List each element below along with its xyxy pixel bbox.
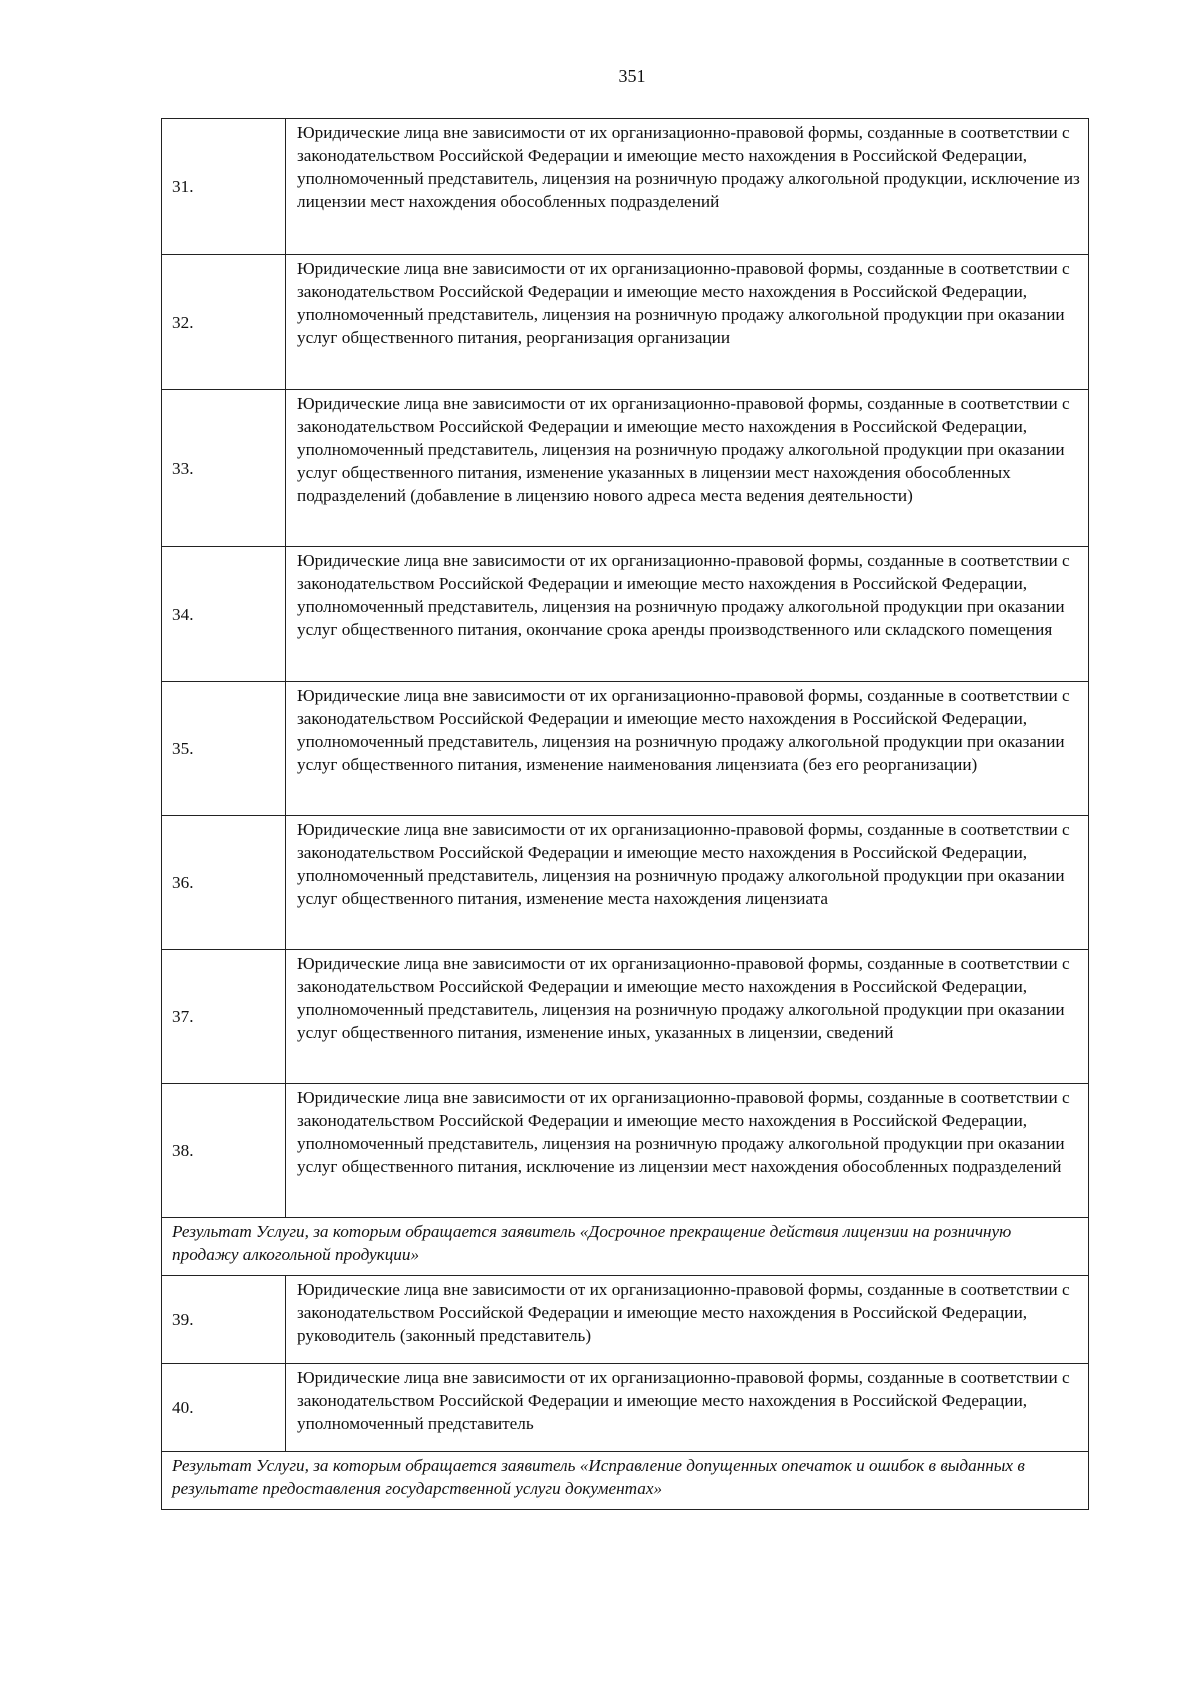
row-number: 32. [162, 255, 286, 390]
table-row [162, 816, 1089, 950]
applicants-table [161, 118, 1089, 1510]
section-header-row [162, 1452, 1089, 1510]
table-row [162, 1364, 1089, 1452]
row-description: Юридические лица вне зависимости от их организационно-правовой формы, созданные в соответствии с законодательством Российской Федерации и имеющие место нахождения в Российской Федерации, уполномоченный представитель, лицензия на розничную продажу алкогольной продукции при оказании услуг общественного питания, исключение из лицензии мест нахождения обособленных подразделений [286, 1084, 1089, 1218]
row-description: Юридические лица вне зависимости от их организационно-правовой формы, созданные в соответствии с законодательством Российской Федерации и имеющие место нахождения в Российской Федерации, руководитель (законный представитель) [286, 1276, 1089, 1364]
table-row [162, 255, 1089, 390]
row-number: 38. [162, 1084, 286, 1218]
row-description: Юридические лица вне зависимости от их организационно-правовой формы, созданные в соответствии с законодательством Российской Федерации и имеющие место нахождения в Российской Федерации, уполномоченный представитель, лицензия на розничную продажу алкогольной продукции при оказании услуг общественного питания, изменение иных, указанных в лицензии, сведений [286, 950, 1089, 1084]
table-row [162, 119, 1089, 255]
section-header-corrections: Результат Услуги, за которым обращается заявитель «Исправление допущенных опечаток и ошибок в выданных в результате предоставления государственной услуги документах» [162, 1452, 1089, 1510]
row-number: 40. [162, 1364, 286, 1452]
row-number: 31. [162, 119, 286, 255]
row-description: Юридические лица вне зависимости от их организационно-правовой формы, созданные в соответствии с законодательством Российской Федерации и имеющие место нахождения в Российской Федерации, уполномоченный представитель, лицензия на розничную продажу алкогольной продукции при оказании услуг общественного питания, изменение наименования лицензиата (без его реорганизации) [286, 682, 1089, 816]
table-row [162, 390, 1089, 547]
row-description: Юридические лица вне зависимости от их организационно-правовой формы, созданные в соответствии с законодательством Российской Федерации и имеющие место нахождения в Российской Федерации, уполномоченный представитель, лицензия на розничную продажу алкогольной продукции, исключение из лицензии мест нахождения обособленных подразделений [286, 119, 1089, 255]
table-row [162, 547, 1089, 682]
row-description: Юридические лица вне зависимости от их организационно-правовой формы, созданные в соответствии с законодательством Российской Федерации и имеющие место нахождения в Российской Федерации, уполномоченный представитель, лицензия на розничную продажу алкогольной продукции при оказании услуг общественного питания, реорганизация организации [286, 255, 1089, 390]
row-number: 36. [162, 816, 286, 950]
page-number: 351 [618, 66, 646, 86]
section-header-row [162, 1218, 1089, 1276]
row-description: Юридические лица вне зависимости от их организационно-правовой формы, созданные в соответствии с законодательством Российской Федерации и имеющие место нахождения в Российской Федерации, уполномоченный представитель, лицензия на розничную продажу алкогольной продукции при оказании услуг общественного питания, изменение места нахождения лицензиата [286, 816, 1089, 950]
row-number: 33. [162, 390, 286, 547]
section-header-early-termination: Результат Услуги, за которым обращается заявитель «Досрочное прекращение действия лицензии на розничную продажу алкогольной продукции» [162, 1218, 1089, 1276]
row-description: Юридические лица вне зависимости от их организационно-правовой формы, созданные в соответствии с законодательством Российской Федерации и имеющие место нахождения в Российской Федерации, уполномоченный представитель [286, 1364, 1089, 1452]
table-row [162, 950, 1089, 1084]
row-description: Юридические лица вне зависимости от их организационно-правовой формы, созданные в соответствии с законодательством Российской Федерации и имеющие место нахождения в Российской Федерации, уполномоченный представитель, лицензия на розничную продажу алкогольной продукции при оказании услуг общественного питания, окончание срока аренды производственного или складского помещения [286, 547, 1089, 682]
table-row [162, 682, 1089, 816]
row-number: 35. [162, 682, 286, 816]
row-number: 34. [162, 547, 286, 682]
table-row [162, 1276, 1089, 1364]
row-number: 37. [162, 950, 286, 1084]
row-number: 39. [162, 1276, 286, 1364]
row-description: Юридические лица вне зависимости от их организационно-правовой формы, созданные в соответствии с законодательством Российской Федерации и имеющие место нахождения в Российской Федерации, уполномоченный представитель, лицензия на розничную продажу алкогольной продукции при оказании услуг общественного питания, изменение указанных в лицензии мест нахождения обособленных подразделений (добавление в лицензию нового адреса места ведения деятельности) [286, 390, 1089, 547]
table-row [162, 1084, 1089, 1218]
